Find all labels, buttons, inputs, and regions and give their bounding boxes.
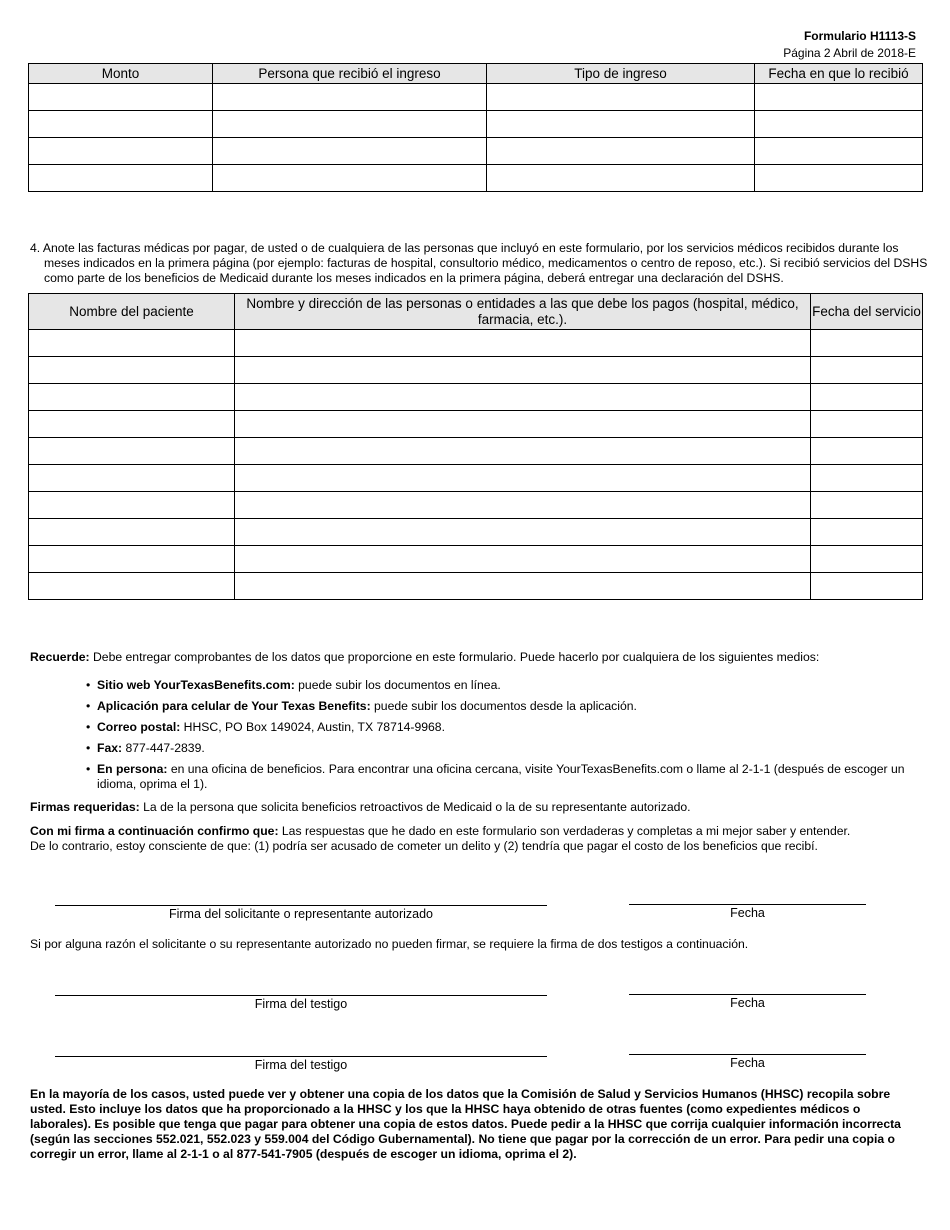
witness-2-signature-label: Firma del testigo: [254, 1058, 348, 1072]
payee-cell[interactable]: [235, 519, 811, 546]
payee-cell[interactable]: [235, 330, 811, 357]
list-item: [86, 762, 916, 792]
table-row: [29, 330, 923, 357]
method-label: Correo postal:: [97, 720, 181, 734]
patient-name-cell[interactable]: [29, 465, 235, 492]
list-item: [86, 720, 916, 735]
patient-name-cell[interactable]: [29, 357, 235, 384]
applicant-signature-label: Firma del solicitante o representante autorizado: [168, 907, 434, 921]
witness-2-date-label: Fecha: [730, 1056, 765, 1070]
income-header-amount: Monto: [29, 64, 213, 84]
income-date-cell[interactable]: [755, 165, 923, 192]
income-date-cell[interactable]: [755, 111, 923, 138]
medical-header-patient: Nombre del paciente: [29, 294, 235, 330]
income-amount-cell[interactable]: [29, 84, 213, 111]
list-item: [86, 678, 916, 693]
signatures-required-label: Firmas requeridas:: [30, 800, 140, 814]
method-label: En persona:: [97, 762, 168, 776]
form-number: Formulario H1113-S: [803, 29, 916, 43]
patient-name-cell[interactable]: [29, 384, 235, 411]
patient-name-cell[interactable]: [29, 411, 235, 438]
income-recipient-cell[interactable]: [213, 165, 487, 192]
witness-1-date-label: Fecha: [730, 996, 765, 1010]
income-recipient-cell[interactable]: [213, 138, 487, 165]
payee-cell[interactable]: [235, 411, 811, 438]
income-amount-cell[interactable]: [29, 165, 213, 192]
reminder-paragraph: [30, 650, 920, 665]
witness-note: Si por alguna razón el solicitante o su representante autorizado no pueden firmar, se requiere la firma de dos testigos a continuación.: [30, 937, 749, 951]
service-date-cell[interactable]: [811, 465, 923, 492]
service-date-cell[interactable]: [811, 411, 923, 438]
income-type-cell[interactable]: [487, 111, 755, 138]
income-header-type: Tipo de ingreso: [487, 64, 755, 84]
method-label: Sitio web YourTexasBenefits.com:: [97, 678, 295, 692]
patient-name-cell[interactable]: [29, 546, 235, 573]
table-row: [29, 111, 923, 138]
medical-header-date: Fecha del servicio: [811, 294, 923, 330]
payee-cell[interactable]: [235, 573, 811, 600]
patient-name-cell[interactable]: [29, 438, 235, 465]
income-amount-cell[interactable]: [29, 111, 213, 138]
signatures-required-text: La de la persona que solicita beneficios retroactivos de Medicaid o la de su representante autorizado.: [139, 800, 691, 814]
applicant-date-label: Fecha: [730, 906, 765, 920]
service-date-cell[interactable]: [811, 573, 923, 600]
service-date-cell[interactable]: [811, 384, 923, 411]
confirmation-label: Con mi firma a continuación confirmo que:: [30, 824, 279, 838]
method-text: puede subir los documentos en línea.: [294, 678, 501, 692]
confirmation-text-2: De lo contrario, estoy consciente de que: (1) podría ser acusado de cometer un delito y (2) tendría que pagar el costo de los beneficios que recibí.: [30, 839, 818, 853]
table-row: [29, 84, 923, 111]
patient-name-cell[interactable]: [29, 330, 235, 357]
income-type-cell[interactable]: [487, 84, 755, 111]
applicant-date-line[interactable]: [629, 904, 866, 905]
table-row: [29, 573, 923, 600]
patient-name-cell[interactable]: [29, 573, 235, 600]
table-row: [29, 138, 923, 165]
confirmation-paragraph: [30, 824, 920, 854]
section4-instructions: 4. Anote las facturas médicas por pagar, de usted o de cualquiera de las personas que incluyó en este formulario, por los servicios médicos recibidos durante los meses indicados en la primera página (por ejemplo: facturas de hospital, consultorio médico, medicamentos o centro de reposo, etc.). Si recibió servicios del DSHS como parte de los beneficios de Medicaid durante los meses indicados en la primera página, deberá entregar una declaración del DSHS.: [30, 241, 928, 285]
list-item: [86, 699, 916, 714]
method-label: Aplicación para celular de Your Texas Benefits:: [97, 699, 371, 713]
patient-name-cell[interactable]: [29, 519, 235, 546]
reminder-label: Recuerde:: [30, 650, 90, 664]
confirmation-text: Las respuestas que he dado en este formulario son verdaderas y completas a mi mejor saber y entender.: [278, 824, 851, 838]
medical-header-payee: Nombre y dirección de las personas o entidades a las que debe los pagos (hospital, médico, farmacia, etc.).: [235, 294, 811, 330]
witness-1-signature-label: Firma del testigo: [254, 997, 348, 1011]
method-label: Fax:: [97, 741, 123, 755]
method-text: 877-447-2839.: [122, 741, 205, 755]
submission-methods-list: [86, 678, 916, 798]
income-type-cell[interactable]: [487, 165, 755, 192]
table-row: [29, 411, 923, 438]
service-date-cell[interactable]: [811, 519, 923, 546]
service-date-cell[interactable]: [811, 438, 923, 465]
service-date-cell[interactable]: [811, 492, 923, 519]
income-table: [28, 63, 923, 192]
payee-cell[interactable]: [235, 384, 811, 411]
table-row: [29, 438, 923, 465]
income-recipient-cell[interactable]: [213, 111, 487, 138]
payee-cell[interactable]: [235, 465, 811, 492]
table-row: [29, 546, 923, 573]
table-row: [29, 465, 923, 492]
payee-cell[interactable]: [235, 438, 811, 465]
signatures-required: [30, 800, 920, 815]
table-row: [29, 357, 923, 384]
income-date-cell[interactable]: [755, 138, 923, 165]
patient-name-cell[interactable]: [29, 492, 235, 519]
payee-cell[interactable]: [235, 357, 811, 384]
witness-2-signature-line[interactable]: [55, 1056, 547, 1057]
service-date-cell[interactable]: [811, 330, 923, 357]
privacy-notice: En la mayoría de los casos, usted puede ver y obtener una copia de los datos que la Comisión de Salud y Servicios Humanos (HHSC) recopila sobre usted. Esto incluye los datos que ha proporcionado a la HHSC y los que la HHSC haya obtenido de otras fuentes (como expedientes médicos o laborales). Es posible que tenga que pagar para obtener una copia de estos datos. Puede pedir a la HHSC que corrija cualquier información incorrecta (según las secciones 552.021, 552.023 y 559.004 del Código Gubernamental). No tiene que pagar por la corrección de un error. Para pedir una copia o corregir un error, llame al 2-1-1 o al 877-541-7905 (después de escoger un idioma, oprima el 2).: [30, 1087, 901, 1161]
witness-1-date-line[interactable]: [629, 994, 866, 995]
method-text: HHSC, PO Box 149024, Austin, TX 78714-9968.: [180, 720, 445, 734]
method-text: en una oficina de beneficios. Para encontrar una oficina cercana, visite YourTexasBenefits.com o llame al 2-1-1 (después de escoger un idioma, oprima el 1).: [97, 762, 905, 791]
income-header-date: Fecha en que lo recibió: [755, 64, 923, 84]
service-date-cell[interactable]: [811, 546, 923, 573]
applicant-signature-line[interactable]: [55, 905, 547, 906]
income-amount-cell[interactable]: [29, 138, 213, 165]
income-recipient-cell[interactable]: [213, 84, 487, 111]
table-row: [29, 384, 923, 411]
witness-1-signature-line[interactable]: [55, 995, 547, 996]
reminder-text: Debe entregar comprobantes de los datos que proporcione en este formulario. Puede hacerlo por cualquiera de los siguientes medios:: [89, 650, 820, 664]
method-text: puede subir los documentos desde la aplicación.: [370, 699, 637, 713]
page-info: Página 2 Abril de 2018-E: [783, 46, 916, 60]
payee-cell[interactable]: [235, 546, 811, 573]
table-row: [29, 492, 923, 519]
witness-2-date-line[interactable]: [629, 1054, 866, 1055]
table-row: [29, 165, 923, 192]
list-item: [86, 741, 916, 756]
payee-cell[interactable]: [235, 492, 811, 519]
service-date-cell[interactable]: [811, 357, 923, 384]
table-row: [29, 519, 923, 546]
income-date-cell[interactable]: [755, 84, 923, 111]
income-type-cell[interactable]: [487, 138, 755, 165]
income-header-recipient: Persona que recibió el ingreso: [213, 64, 487, 84]
medical-bills-table: [28, 293, 923, 600]
